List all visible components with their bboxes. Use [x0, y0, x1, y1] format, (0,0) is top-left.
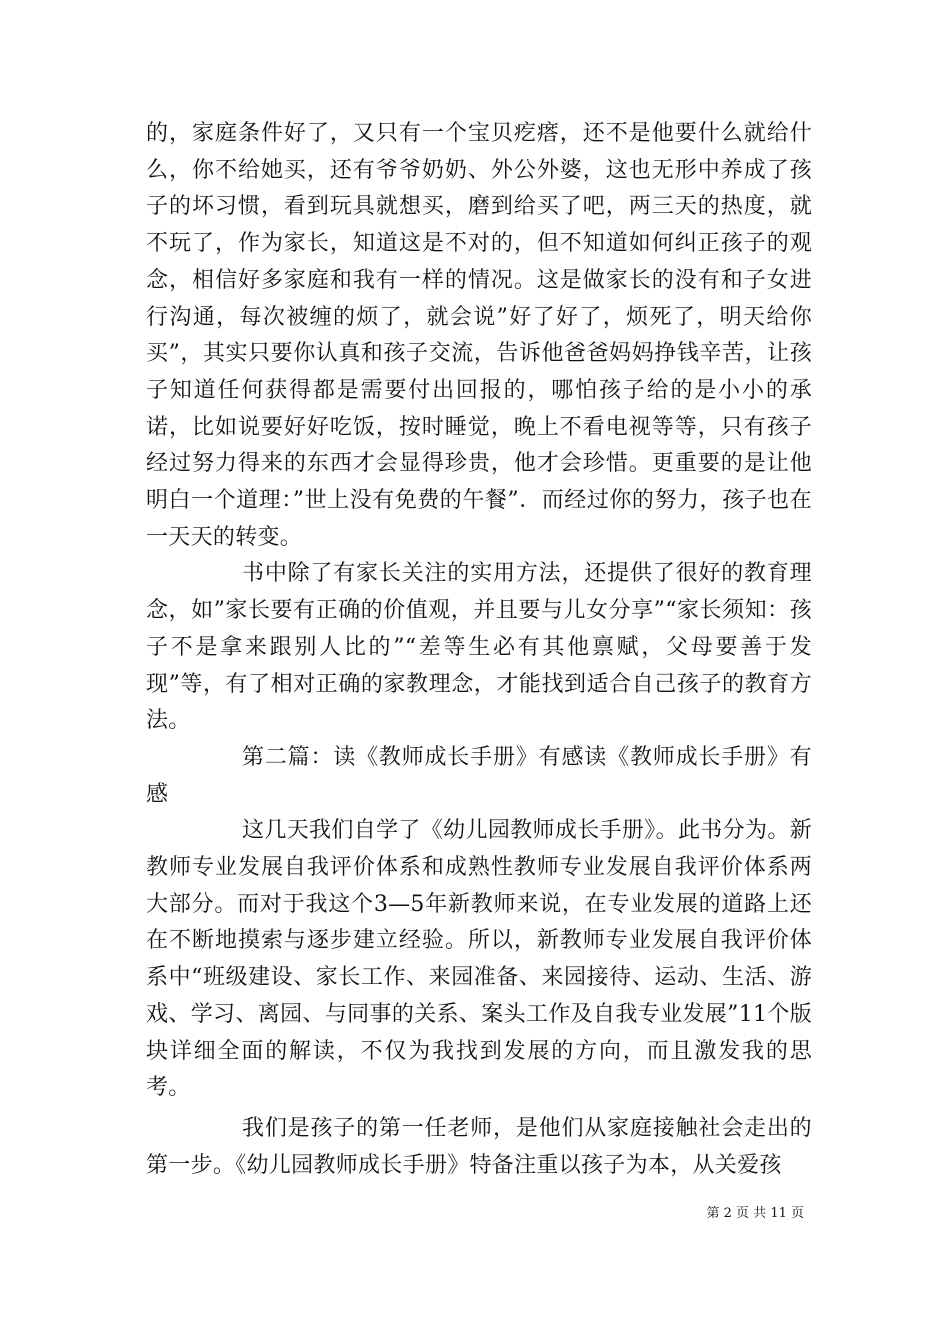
- page-number-footer: 第 2 页 共 11 页: [706, 1206, 804, 1221]
- paragraph-first-teacher: 我们是孩子的第一任老师，是他们从家庭接触社会走出的第一步。《幼儿园教师成长手册》特备注重以孩子为本，从关爱孩: [146, 1115, 812, 1178]
- paragraph-teacher-handbook-intro: 这几天我们自学了《幼儿园教师成长手册》。此书分为。新教师专业发展自我评价体系和成熟性教师专业发展自我评价体系两大部分。而对于我这个3—5年新教师来说，在专业发展的道路上还在不断地摸索与逐步建立经验。所以，新教师专业发展自我评价体系中“班级建设、家长工作、来园准备、来园接待、运动、生活、游戏、学习、离园、与同事的关系、案头工作及自我专业发展”11个版块详细全面的解读，不仅为我找到发展的方向，而且激发我的思考。: [146, 818, 812, 1101]
- document-body: [146, 116, 812, 1184]
- paragraph-education-concepts: 书中除了有家长关注的实用方法，还提供了很好的教育理念，如”家长要有正确的价值观，并且要与儿女分享”“家长须知：孩子不是拿来跟别人比的”“差等生必有其他禀赋，父母要善于发现”等，有了相对正确的家教理念，才能找到适合自己孩子的教育方法。: [146, 561, 812, 734]
- section-heading-second-article: 第二篇：读《教师成长手册》有感读《教师成长手册》有感: [146, 744, 812, 807]
- paragraph-parenting-habits: 的，家庭条件好了，又只有一个宝贝疙瘩，还不是他要什么就给什么，你不给她买，还有爷爷奶奶、外公外婆，这也无形中养成了孩子的坏习惯，看到玩具就想买，磨到给买了吧，两三天的热度，就不玩了，作为家长，知道这是不对的，但不知道如何纠正孩子的观念，相信好多家庭和我有一样的情况。这是做家长的没有和子女进行沟通，每次被缠的烦了，就会说”好了好了，烦死了，明天给你买”，其实只要你认真和孩子交流，告诉他爸爸妈妈挣钱辛苦，让孩子知道任何获得都是需要付出回报的，哪怕孩子给的是小小的承诺，比如说要好好吃饭，按时睡觉，晚上不看电视等等，只有孩子经过努力得来的东西才会显得珍贵，他才会珍惜。更重要的是让他明白一个道理：”世上没有免费的午餐”．而经过你的努力，孩子也在一天天的转变。: [146, 121, 812, 550]
